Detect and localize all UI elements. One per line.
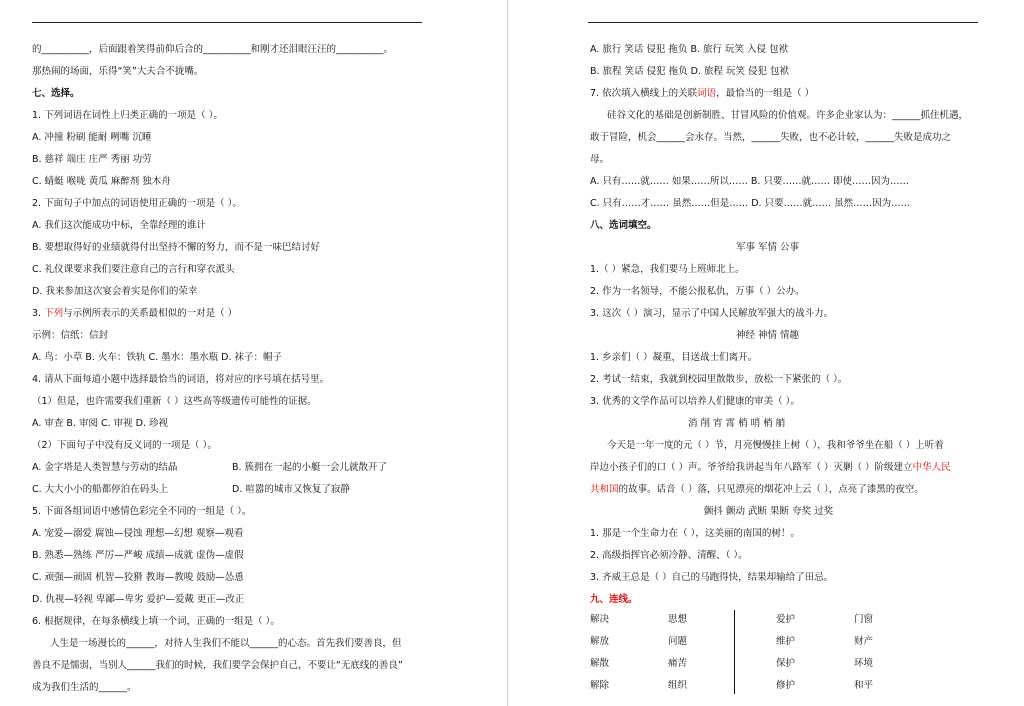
question-7	[590, 88, 814, 100]
link-word[interactable]: 财产	[854, 636, 874, 647]
right-page	[512, 0, 1024, 706]
link-word[interactable]: 爱护	[776, 614, 796, 625]
sub-question: （2）下面句子中没有反义词的一项是（ ）。	[32, 440, 217, 451]
example: 示例：信纸：信封	[32, 330, 109, 341]
fill-sentence: 2. 高级指挥官必须冷静、清醒、（ ）。	[590, 550, 748, 561]
question-text: 7. 依次填入横线上的关联	[590, 88, 698, 99]
fill-sentence: 3. 齐威王总是（ ）自己的马跑得快，结果却输给了田忌。	[590, 572, 834, 583]
page-divider	[507, 0, 508, 706]
option-row: B. 旅程 笑话 侵犯 拖负 D. 旅程 玩笑 侵犯 包袱	[590, 66, 790, 77]
word-bank: 颤抖 颤动 武断 果断 夸奖 过奖	[704, 506, 834, 517]
passage-line: 母。	[590, 154, 610, 165]
option-row: A. 鸟：小草 B. 火车：铁轨 C. 墨水：墨水瓶 D. 袜子：帽子	[32, 352, 283, 363]
fill-sentence: 2. 作为一名领导，不能公报私仇，万事（ ）公办。	[590, 286, 805, 297]
link-divider	[734, 610, 735, 694]
question-2: 2. 下面句子中加点的词语使用正确的一项是（ ）。	[32, 198, 242, 209]
link-word[interactable]: 问题	[668, 636, 688, 647]
question-text: ，最恰当的一组是（ ）	[716, 88, 815, 99]
top-rule	[588, 22, 978, 23]
passage-line: 硅谷文化的基础是创新制胜、甘冒风险的价值观。许多企业家认为：______抓住机遇，	[607, 110, 969, 121]
highlight-text: 中华人民	[912, 462, 951, 473]
option: A. 冲撞 粉刷 能耐 咧嘴 沉睡	[32, 132, 152, 143]
option: B. 要想取得好的业绩就得付出坚持不懈的努力，而不是一味巴结讨好	[32, 242, 321, 253]
option: D. 仇视—轻视 卑鄙—卑劣 爱护—爱戴 更正—改正	[32, 594, 245, 605]
link-word[interactable]: 和平	[854, 680, 874, 691]
option: D. 我来参加这次宴会着实是你们的荣幸	[32, 286, 198, 297]
passage-line: 善良不是懦弱，当别人______我们的时候，我们要学会保护自己，不要让“无底线的善良”	[32, 660, 403, 671]
question-number: 3.	[32, 308, 42, 319]
option-row: C. 只有……才…… 虽然……但是…… D. 只要……就…… 虽然……因为……	[590, 198, 911, 209]
link-word[interactable]: 环境	[854, 658, 874, 669]
fill-sentence: 1. 乡亲们（ ）凝重，目送战士们离开。	[590, 352, 758, 363]
link-word[interactable]: 组织	[668, 680, 688, 691]
link-word[interactable]: 修护	[776, 680, 796, 691]
para-line: 那热闹的场面，乐得“笑”大夫合不拢嘴。	[32, 66, 204, 77]
word-bank: 神经 神情 情趣	[736, 330, 800, 341]
option-row: A. 只有……就…… 如果……所以…… B. 只要……就…… 即使……因为……	[590, 176, 909, 187]
option: A. 宠爱—溺爱 腐蚀—侵蚀 理想—幻想 观察—观看	[32, 528, 244, 539]
option: C. 大大小小的船都停泊在码头上	[32, 484, 169, 495]
fill-sentence: 1. 那是一个生命力在（ ），这美丽的南国的树！。	[590, 528, 800, 539]
question-1: 1. 下列词语在词性上归类正确的一项是（ ）。	[32, 110, 223, 121]
top-rule	[32, 22, 422, 23]
fill-sentence: 2. 考试一结束，我就到校园里散散步，放松一下紧张的（ ）。	[590, 374, 848, 385]
section-heading-7: 七、选择。	[32, 88, 80, 99]
section-heading-8: 八、选词填空。	[590, 220, 657, 231]
question-6: 6. 根据规律，在每条横线上填一个词，正确的一组是（ ）。	[32, 616, 280, 627]
question-5: 5. 下面各组词语中感情色彩完全不同的一组是（ ）。	[32, 506, 252, 517]
passage-text: 的故事。话音（ ）落，只见漂亮的烟花冲上云（ ），点亮了漆黑的夜空。	[618, 484, 924, 495]
sub-question: （1）但是，也许需要我们重新（ ）这些高等级遗传可能性的证据。	[32, 396, 317, 407]
option: A. 金字塔是人类智慧与劳动的结晶	[32, 462, 178, 473]
question-text: 与示例所表示的关系最相似的一对是（ ）	[63, 308, 238, 319]
fill-sentence: 1.（ ）紧急，我们要马上班师北上。	[590, 264, 745, 275]
section-heading-9: 九、连线。	[590, 594, 638, 605]
link-word[interactable]: 解放	[590, 636, 610, 647]
highlight-text: 下列	[44, 308, 64, 319]
passage-line: 今天是一年一度的元（ ）节，月亮慢慢挂上树（ ），我和爷爷坐在船（ ）上听着	[607, 440, 944, 451]
link-word[interactable]: 痛苦	[668, 658, 688, 669]
option: C. 礼仪课要求我们要注意自己的言行和穿衣派头	[32, 264, 235, 275]
option: D. 喧嚣的城市又恢复了寂静	[232, 484, 350, 495]
option: C. 顽强—顽固 机智—狡猾 教诲—教唆 鼓励—怂恿	[32, 572, 244, 583]
para-line: 的__________，后面跟着笑得前仰后合的__________和刚才还泪眼汪汪的__________。	[32, 44, 394, 55]
passage-text: 岸边小孩子们的口（ ）声。爷爷给我讲起当年八路军（ ）灭剿（ ）阶级建立	[590, 462, 913, 473]
link-word[interactable]: 保护	[776, 658, 796, 669]
passage-line	[590, 484, 924, 496]
link-word[interactable]: 门窗	[854, 614, 874, 625]
link-word[interactable]: 思想	[668, 614, 688, 625]
highlight-text: 共和国	[590, 484, 619, 495]
option-row: A. 审查 B. 审阅 C. 审视 D. 珍视	[32, 418, 169, 429]
passage-line: 人生是一场漫长的______，对待人生我们不能以______的心态。首先我们要善良，但	[50, 638, 402, 649]
highlight-text: 词语	[697, 88, 717, 99]
link-word[interactable]: 维护	[776, 636, 796, 647]
fill-sentence: 3. 这次（ ）演习，显示了中国人民解放军强大的战斗力。	[590, 308, 834, 319]
passage-line	[590, 462, 951, 474]
fill-sentence: 3. 优秀的文学作品可以培养人们健康的审美（ ）。	[590, 396, 800, 407]
option-row: A. 旅行 笑话 侵犯 拖负 B. 旅行 玩笑 入侵 包袱	[590, 44, 789, 55]
option: B. 熟悉—熟练 严厉—严峻 成绩—成就 虚伪—虚假	[32, 550, 244, 561]
passage-line: 敢于冒险，机会______会永存。当然，______失败，也不必计较，______失败是成功之	[590, 132, 952, 143]
option: A. 我们这次能成功中标，全靠经理的谁计	[32, 220, 206, 231]
passage-line: 成为我们生活的______。	[32, 682, 137, 693]
option: B. 簇拥在一起的小艇一会儿就散开了	[232, 462, 388, 473]
link-word[interactable]: 解决	[590, 614, 610, 625]
word-bank: 军事 军情 公事	[736, 242, 800, 253]
link-word[interactable]: 解除	[590, 680, 610, 691]
question-4: 4. 请从下面每道小题中选择最恰当的词语，将对应的序号填在括号里。	[32, 374, 330, 385]
question-3	[32, 308, 237, 320]
link-word[interactable]: 解散	[590, 658, 610, 669]
word-bank: 消 削 宵 霄 梢 哨 梢 艄	[688, 418, 786, 429]
option: C. 蜻蜓 喉咙 黄瓜 麻醉剂 独木舟	[32, 176, 171, 187]
option: B. 慈祥 端庄 庄严 秀丽 功劳	[32, 154, 152, 165]
